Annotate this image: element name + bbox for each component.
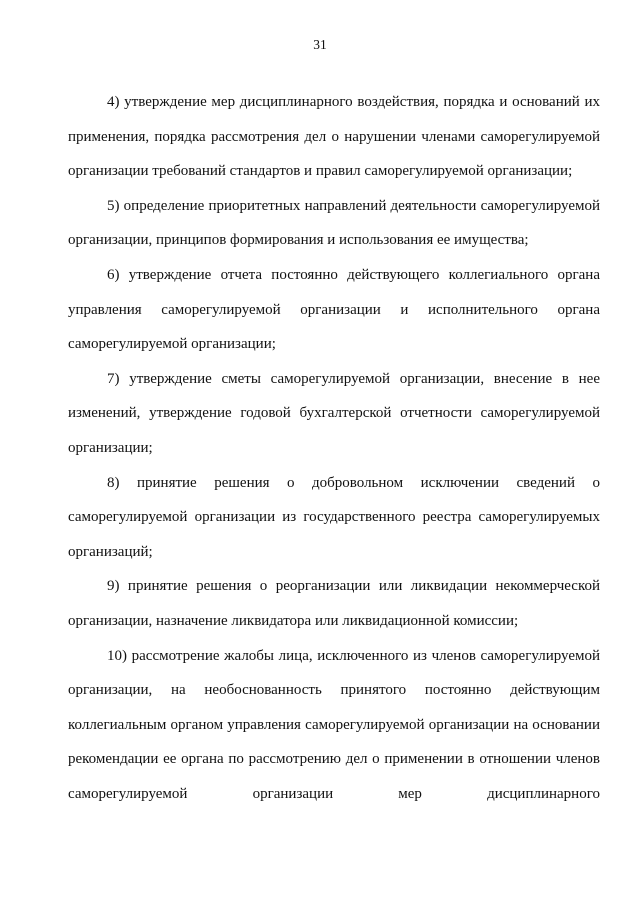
list-item-5: 5) определение приоритетных направлений деятельности саморегулируемой организации, принципов формирования и использования ее имущества; [68, 197, 600, 249]
list-item-4: 4) утверждение мер дисциплинарного воздействия, порядка и оснований их применения, порядка рассмотрения дел о нарушении членами саморегулируемой организации требований стандартов и правил саморегулируемой организации; [68, 94, 600, 180]
list-item-6: 6) утверждение отчета постоянно действующего коллегиального органа управления саморегулируемой организации и исполнительного органа саморегулируемой организации; [68, 266, 600, 353]
list-item-8: 8) принятие решения о добровольном исключении сведений о саморегулируемой организации из государственного реестра саморегулируемых организаций; [68, 474, 600, 560]
list-item-7: 7) утверждение сметы саморегулируемой организации, внесение в нее изменений, утверждение годовой бухгалтерской отчетности саморегулируемой организации; [68, 370, 600, 456]
list-item-9: 9) принятие решения о реорганизации или ликвидации некоммерческой организации, назначение ликвидатора или ликвидационной комиссии; [68, 578, 600, 629]
document-body [68, 85, 600, 811]
page-number: 31 [313, 37, 327, 52]
list-item-10: 10) рассмотрение жалобы лица, исключенного из членов саморегулируемой организации, на необоснованность принятого постоянно действующим коллегиальным органом управления саморегулируемой организации на основании рекомендации ее органа по рассмотрению дел о применении в отношении членов саморегулируемой организации мер дисциплинарного [68, 647, 600, 802]
